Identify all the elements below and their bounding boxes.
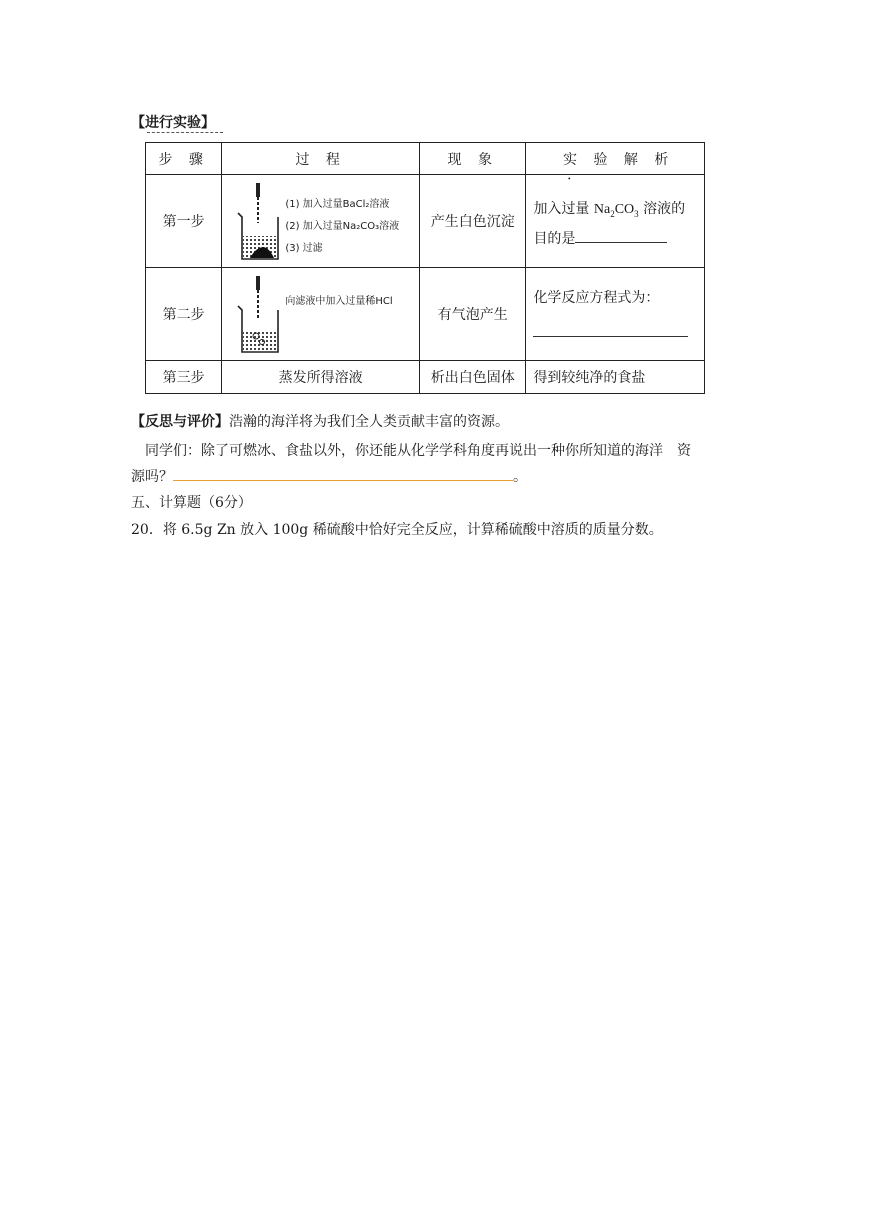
answer-blank [575, 242, 667, 243]
question-suffix: 。 [513, 469, 527, 485]
beaker-icon [234, 276, 284, 356]
process-step-1: (1) 加入过量BaCl₂溶液 [285, 199, 390, 210]
phenomenon-cell: 产生白色沉淀 [420, 175, 526, 268]
reflection-line [131, 411, 509, 431]
header-phenomenon: 现 象 [420, 143, 526, 175]
analysis-cell: 得到较纯净的食盐 [526, 361, 705, 394]
question-line-2 [131, 466, 527, 486]
process-step-2: (2) 加入过量Na₂CO₃溶液 [285, 221, 400, 232]
analysis-suffix: 溶液的 [638, 200, 686, 217]
section-heading-experiment: 【进行实验】 [131, 115, 215, 131]
analysis-prefix: 加入 [533, 200, 562, 217]
analysis-emphasis: 过量 • • [561, 201, 589, 217]
answer-blank [533, 336, 688, 337]
process-cell [222, 175, 420, 268]
chemical-formula: $Na_2CO_3$ [593, 201, 639, 219]
table-row [146, 361, 705, 394]
phenomenon-cell: 有气泡产生 [420, 268, 526, 361]
table-row [146, 175, 705, 268]
table-header-row [146, 143, 705, 175]
section-five-heading: 五、计算题（6分） [131, 495, 252, 511]
table-row [146, 268, 705, 361]
process-cell: 蒸发所得溶液 [222, 361, 420, 394]
process-cell [222, 268, 420, 361]
step-label: 第三步 [146, 361, 222, 394]
process-step-3: (3) 过滤 [285, 243, 323, 254]
experiment-table [145, 142, 705, 394]
question-line-1: 同学们：除了可燃冰、食盐以外，你还能从化学学科角度再说出一种你所知道的海洋 资 [145, 443, 691, 459]
analysis-cell [526, 268, 705, 361]
analysis-cell [526, 175, 705, 268]
step-label: 第二步 [146, 268, 222, 361]
question-prefix: 源吗？ [131, 469, 173, 485]
analysis-line2: 目的是 [533, 231, 576, 248]
header-step: 步 骤 [146, 143, 222, 175]
header-process: 过 程 [222, 143, 420, 175]
reflection-text: 浩瀚的海洋将为我们全人类贡献丰富的资源。 [229, 414, 509, 430]
step-label: 第一步 [146, 175, 222, 268]
answer-blank [173, 480, 513, 481]
phenomenon-cell: 析出白色固体 [420, 361, 526, 394]
process-step-1: 向滤液中加入过量稀HCl [285, 296, 393, 307]
heading-underline [147, 132, 223, 133]
reflection-heading: 【反思与评价】 [131, 414, 229, 430]
question-20: 20．将 6.5g Zn 放入 100g 稀硫酸中恰好完全反应，计算稀硫酸中溶质的质量分数。 [131, 522, 663, 538]
analysis-text: 化学反应方程式为： [533, 290, 660, 306]
header-analysis: 实 验 解 析 [526, 143, 705, 175]
beaker-icon [234, 183, 284, 263]
